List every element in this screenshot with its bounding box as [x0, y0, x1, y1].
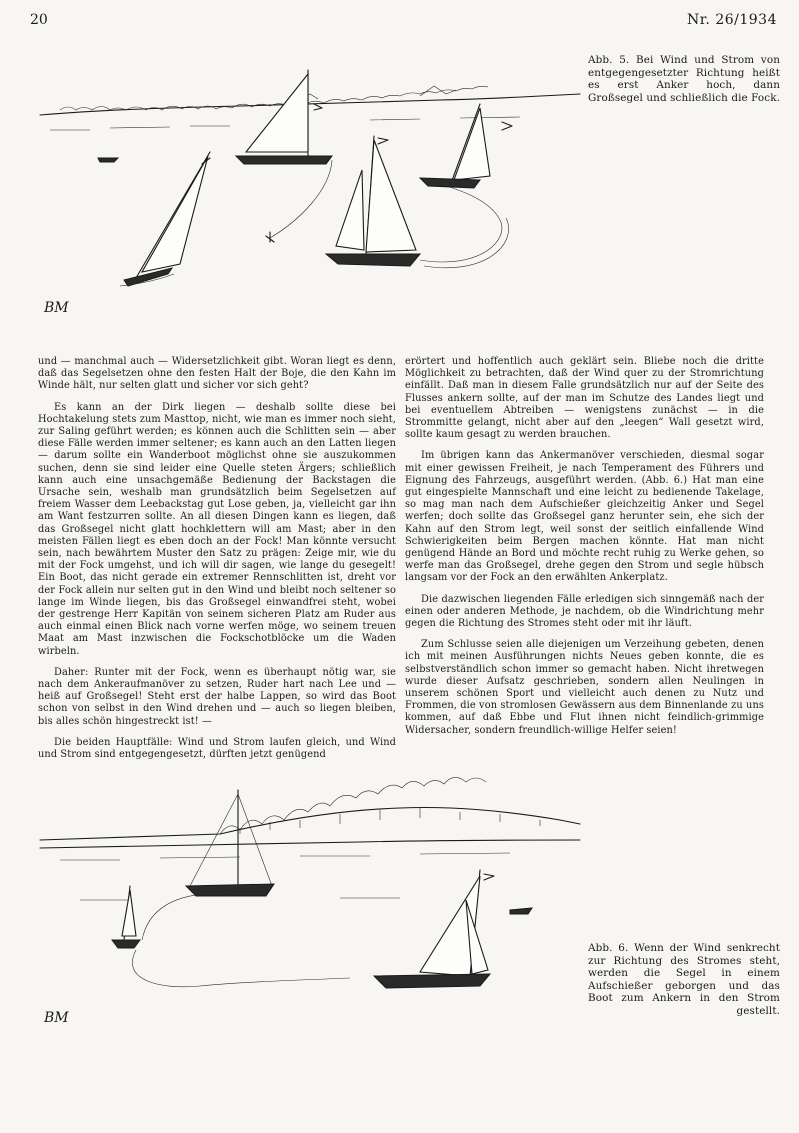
left-column [38, 356, 396, 761]
page-number: 20 [30, 12, 48, 28]
figure-5-illustration [40, 60, 580, 330]
right-paragraph: erörtert und hoffentlich auch geklärt sein. Bliebe noch die dritte Möglichkeit zu betrachten, daß der Wind quer zu der Stromrichtung einfällt. Daß man in diesem Falle grundsätzlich nur auf der Seite des Flusses ankern sollte, auf der man im Schutze des Landes liegt und bei eventuellem Abtreiben — wenigstens zunächst — in die Strommitte gelangt, nicht aber auf den „leegen“ Wall gesetzt wird, sollte kaum gesagt zu werden brauchen. [405, 356, 764, 441]
right-paragraph: Die dazwischen liegenden Fälle erledigen sich sinngemäß nach der einen oder anderen Methode, je nachdem, ob die Windrichtung mehr gegen die Richtung des Stromes steht oder mit ihr läuft. [405, 593, 764, 630]
figure-5-signature: BM [44, 300, 69, 316]
left-paragraph: Daher: Runter mit der Fock, wenn es überhaupt nötig war, sie nach dem Ankeraufmanöver zu setzen, Ruder hart nach Lee und — heiß auf Großsegel! Steht erst der halbe Lappen, so wird das Boot schon von selbst in den Wind drehen und — auch so liegen bleiben, bis alles schön hingestreckt ist! — [38, 666, 396, 727]
figure-6-signature: BM [44, 1010, 69, 1026]
left-paragraph: Die beiden Hauptfälle: Wind und Strom laufen gleich, und Wind und Strom sind entgegengesetzt, dürften jetzt genügend [38, 736, 396, 761]
figure-6-caption: Abb. 6. Wenn der Wind senkrecht zur Richtung des Stromes steht, werden die Segel in einem Aufschießer geborgen und das Boot zum Ankern in den Strom gestellt. [588, 942, 780, 1017]
right-column [405, 356, 764, 737]
left-paragraph: Es kann an der Dirk liegen — deshalb sollte diese bei Hochtakelung stets zum Masttop, nicht, wie man es immer noch sieht, zur Saling geführt werden; es können auch die Schlitten sein — aber diese Fälle werden immer seltener; es kann auch an den Latten liegen — darum sollte ein Wanderboot möglichst ohne sie auszukommen suchen, denn sie sind leider eine Quelle steten Ärgers; schließlich kann auch eine unsachgemäße Bedienung der Backstagen die Ursache sein, weshalb man grundsätzlich beim Segelsetzen auf freiem Wasser dem Leebackstag gut Lose geben, ja, vielleicht gar ihn am Want festzurren sollte. An all diesen Dingen kann es liegen, daß das Großsegel nicht glatt hochklettern will am Mast; aber in den meisten Fällen liegt es eben doch an der Fock! Man könnte versucht sein, nach bewährtem Muster den Satz zu prägen: Zeige mir, wie du mit der Fock umgehst, und ich will dir sagen, wie lange du gesegelt! Ein Boot, das nicht gerade ein extremer Rennschlitten ist, dreht vor der Fock allein nur selten gut in den Wind und bleibt noch seltener so lange im Winde liegen, bis das Großsegel einwandfrei steht, wobei der gestrenge Herr Kapitän von seinem sicheren Platz am Ruder aus auch einmal einen Blick nach vorne werfen möge, wo seinem treuen Maat am Mast inzwischen die Fockschotblöcke um die Waden wirbeln. [38, 401, 396, 657]
figure-6-illustration [40, 790, 580, 1030]
figure-5-caption: Abb. 5. Bei Wind und Strom von entgegengesetzter Richtung heißt es erst Anker hoch, dann Großsegel und schließlich die Fock. [588, 54, 780, 104]
left-paragraph: und — manchmal auch — Widersetzlichkeit gibt. Woran liegt es denn, daß das Segelsetzen ohne den festen Halt der Boje, die den Kahn im Winde hält, nur selten glatt und sicher vor sich geht? [38, 356, 396, 392]
right-paragraph: Im übrigen kann das Ankermanöver verschieden, diesmal sogar mit einer gewissen Freiheit, je nach Temperament des Führers und Eignung des Fahrzeugs, ausgeführt werden. (Abb. 6.) Hat man eine gut eingespielte Mannschaft und eine leicht zu bedienende Takelage, so mag man nach dem Aufschießer gleichzeitig Anker und Segel werfen; doch sollte das Großsegel ganz herunter sein, ehe sich der Kahn auf den Strom legt, weil sonst der seitlich einfallende Wind Schwierigkeiten beim Bergen machen könnte. Hat man nicht genügend Hände an Bord und möchte recht ruhig zu Werke gehen, so werfe man das Großsegel, drehe gegen den Strom und segle hübsch langsam vor der Fock an den erwählten Ankerplatz. [405, 450, 764, 584]
right-paragraph: Zum Schlusse seien alle diejenigen um Verzeihung gebeten, denen ich mit meinen Ausführungen nichts Neues geben konnte, die es selbstverständlich schon immer so gemacht haben. Nicht ihretwegen wurde dieser Aufsatz geschrieben, sondern allen Neulingen in unserem schönen Sport und vielleicht auch denen zu Nutz und Frommen, die von stromlosen Gewässern aus dem Binnenlande zu uns kommen, auf daß Ebbe und Flut ihnen nicht feindlich-grimmige Widersacher, sondern freundlich-willige Helfer seien! [405, 639, 764, 736]
motorboat-left [98, 158, 118, 162]
issue-number: Nr. 26/1934 [687, 12, 777, 28]
motorboat-right [510, 908, 532, 914]
